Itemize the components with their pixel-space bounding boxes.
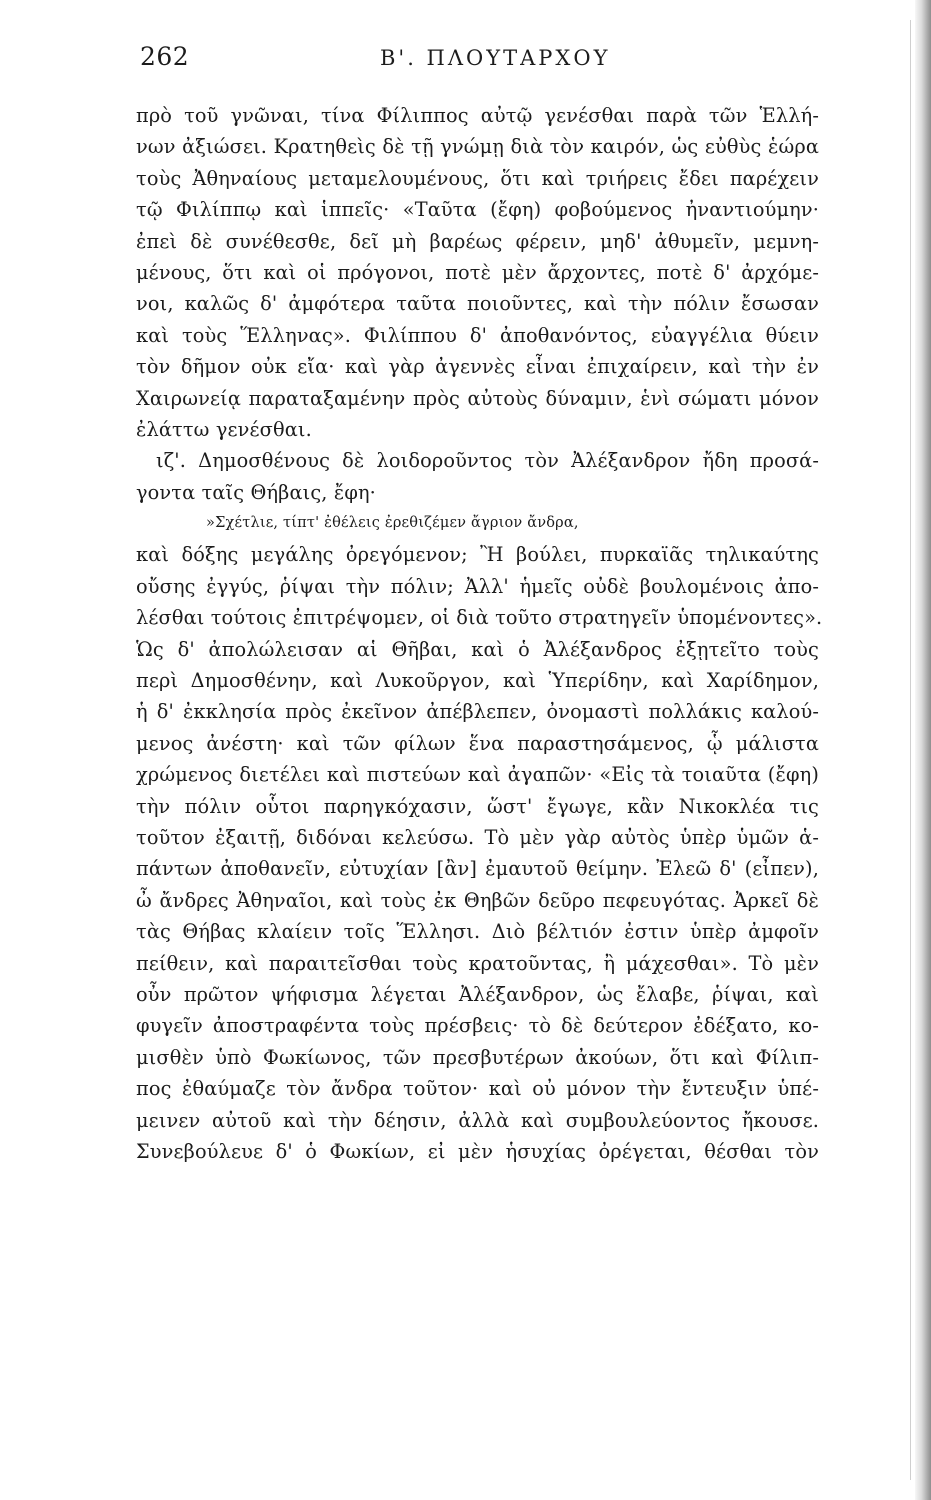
scan-edge-shadow bbox=[915, 0, 931, 1500]
text-line: τὸν δῆμον οὐκ εἴα· καὶ γὰρ ἀγεννὲς εἶναι ἐπιχαίρειν, καὶ τὴν ἐν bbox=[136, 355, 819, 379]
text-line: Συνεβούλευε δ' ὁ Φωκίων, εἰ μὲν ἡσυχίας ὀρέγεται, θέσθαι τὸν bbox=[136, 1139, 819, 1163]
text-line: Ὡς δ' ἀπολώλεισαν αἱ Θῆβαι, καὶ ὁ Ἀλέξανδρος ἐξῃτεῖτο τοὺς bbox=[136, 637, 819, 661]
text-line: τὴν πόλιν οὗτοι παρηγκόχασιν, ὥστ' ἔγωγε, κἂν Νικοκλέα τις bbox=[136, 794, 819, 818]
text-line: πάντων ἀποθανεῖν, εὐτυχίαν [ἂν] ἐμαυτοῦ θείμην. Ἐλεῶ δ' (εἶπεν), bbox=[136, 857, 819, 881]
verse-quote: »Σχέτλιε, τίπτ' ἐθέλεις ἐρεθιζέμεν ἄγριον ἄνδρα, bbox=[206, 515, 579, 532]
text-line: τοῦτον ἐξαιτῇ, διδόναι κελεύσω. Τὸ μὲν γὰρ αὐτὸς ὑπὲρ ὑμῶν ἁ- bbox=[136, 825, 819, 849]
text-line: οὔσης ἐγγύς, ῥίψαι τὴν πόλιν; Ἀλλ' ἡμεῖς οὐδὲ βουλομένοις ἀπο- bbox=[136, 574, 819, 598]
text-line: ἡ δ' ἐκκλησία πρὸς ἐκεῖνον ἀπέβλεπεν, ὀνομαστὶ πολλάκις καλού- bbox=[136, 700, 819, 724]
text-line: νων ἀξιώσει. Κρατηθεὶς δὲ τῇ γνώμῃ διὰ τὸν καιρόν, ὡς εὐθὺς ἑώρα bbox=[136, 135, 819, 159]
text-line: πρὸ τοῦ γνῶναι, τίνα Φίλιππος αὐτῷ γενέσθαι παρὰ τῶν Ἑλλή- bbox=[136, 104, 819, 127]
text-line: μενος ἀνέστη· καὶ τῶν φίλων ἕνα παραστησάμενος, ᾧ μάλιστα bbox=[136, 731, 819, 755]
text-line: τῷ Φιλίππῳ καὶ ἱππεῖς· «Ταῦτα (ἔφη) φοβούμενος ἠναντιούμην· bbox=[136, 198, 819, 222]
running-head: Β'. ΠΛΟΥΤΑΡΧΟΥ bbox=[380, 46, 611, 70]
text-line: ἐπεὶ δὲ συνέθεσθε, δεῖ μὴ βαρέως φέρειν, μηδ' ἀθυμεῖν, μεμνη- bbox=[136, 229, 819, 253]
text-line: τὰς Θήβας κλαίειν τοῖς Ἕλλησι. Διὸ βέλτιόν ἐστιν ὑπὲρ ἀμφοῖν bbox=[136, 920, 819, 944]
text-line: μισθὲν ὑπὸ Φωκίωνος, τῶν πρεσβυτέρων ἀκούων, ὅτι καὶ Φίλιπ- bbox=[136, 1045, 819, 1069]
text-line: λέσθαι τούτοις ἐπιτρέψομεν, οἱ διὰ τοῦτο στρατηγεῖν ὑπομένοντες». bbox=[136, 606, 823, 630]
scan-edge-line bbox=[910, 20, 911, 1480]
text-line: γοντα ταῖς Θήβαις, ἔφη· bbox=[136, 480, 376, 504]
text-line: νοι, καλῶς δ' ἀμφότερα ταῦτα ποιοῦντες, καὶ τὴν πόλιν ἔσωσαν bbox=[136, 292, 819, 316]
text-line: φυγεῖν ἀποστραφέντα τοὺς πρέσβεις· τὸ δὲ δεύτερον ἐδέξατο, κο- bbox=[136, 1014, 819, 1038]
section-heading-line: ιζ'. Δημοσθένους δὲ λοιδοροῦντος τὸν Ἀλέξανδρον ἤδη προσά- bbox=[156, 449, 819, 473]
text-line: Χαιρωνείᾳ παραταξαμένην πρὸς αὐτοὺς δύναμιν, ἑνὶ σώματι μόνον bbox=[136, 386, 819, 410]
text-line: καὶ δόξης μεγάλης ὀρεγόμενον; Ἢ βούλει, πυρκαϊᾶς τηλικαύτης bbox=[136, 543, 819, 567]
text-line: καὶ τοὺς Ἕλληνας». Φιλίππου δ' ἀποθανόντος, εὐαγγέλια θύειν bbox=[136, 323, 819, 347]
page-number: 262 bbox=[140, 42, 190, 71]
page-header bbox=[140, 42, 820, 82]
text-line: ὦ ἄνδρες Ἀθηναῖοι, καὶ τοὺς ἐκ Θηβῶν δεῦρο πεφευγότας. Ἀρκεῖ δὲ bbox=[136, 888, 819, 912]
text-line: ἐλάττω γενέσθαι. bbox=[136, 417, 312, 441]
text-line: χρώμενος διετέλει καὶ πιστεύων καὶ ἀγαπῶν· «Εἰς τὰ τοιαῦτα (ἔφη) bbox=[136, 763, 819, 787]
text-line: περὶ Δημοσθένην, καὶ Λυκοῦργον, καὶ Ὑπερίδην, καὶ Χαρίδημον, bbox=[136, 669, 819, 693]
body-text bbox=[136, 100, 823, 1167]
text-line: τοὺς Ἀθηναίους μεταμελουμένους, ὅτι καὶ τριήρεις ἔδει παρέχειν bbox=[136, 166, 819, 190]
text-line: πος ἐθαύμαζε τὸν ἄνδρα τοῦτον· καὶ οὐ μόνον τὴν ἔντευξιν ὑπέ- bbox=[136, 1077, 819, 1101]
text-line: πείθειν, καὶ παραιτεῖσθαι τοὺς κρατοῦντας, ἢ μάχεσθαι». Τὸ μὲν bbox=[136, 951, 819, 975]
text-line: μεινεν αὐτοῦ καὶ τὴν δέησιν, ἀλλὰ καὶ συμβουλεύοντος ἤκουσε. bbox=[136, 1108, 819, 1132]
text-line: οὖν πρῶτον ψήφισμα λέγεται Ἀλέξανδρον, ὡς ἔλαβε, ῥίψαι, καὶ bbox=[136, 982, 819, 1006]
text-line: μένους, ὅτι καὶ οἱ πρόγονοι, ποτὲ μὲν ἄρχοντες, ποτὲ δ' ἀρχόμε- bbox=[136, 260, 819, 284]
